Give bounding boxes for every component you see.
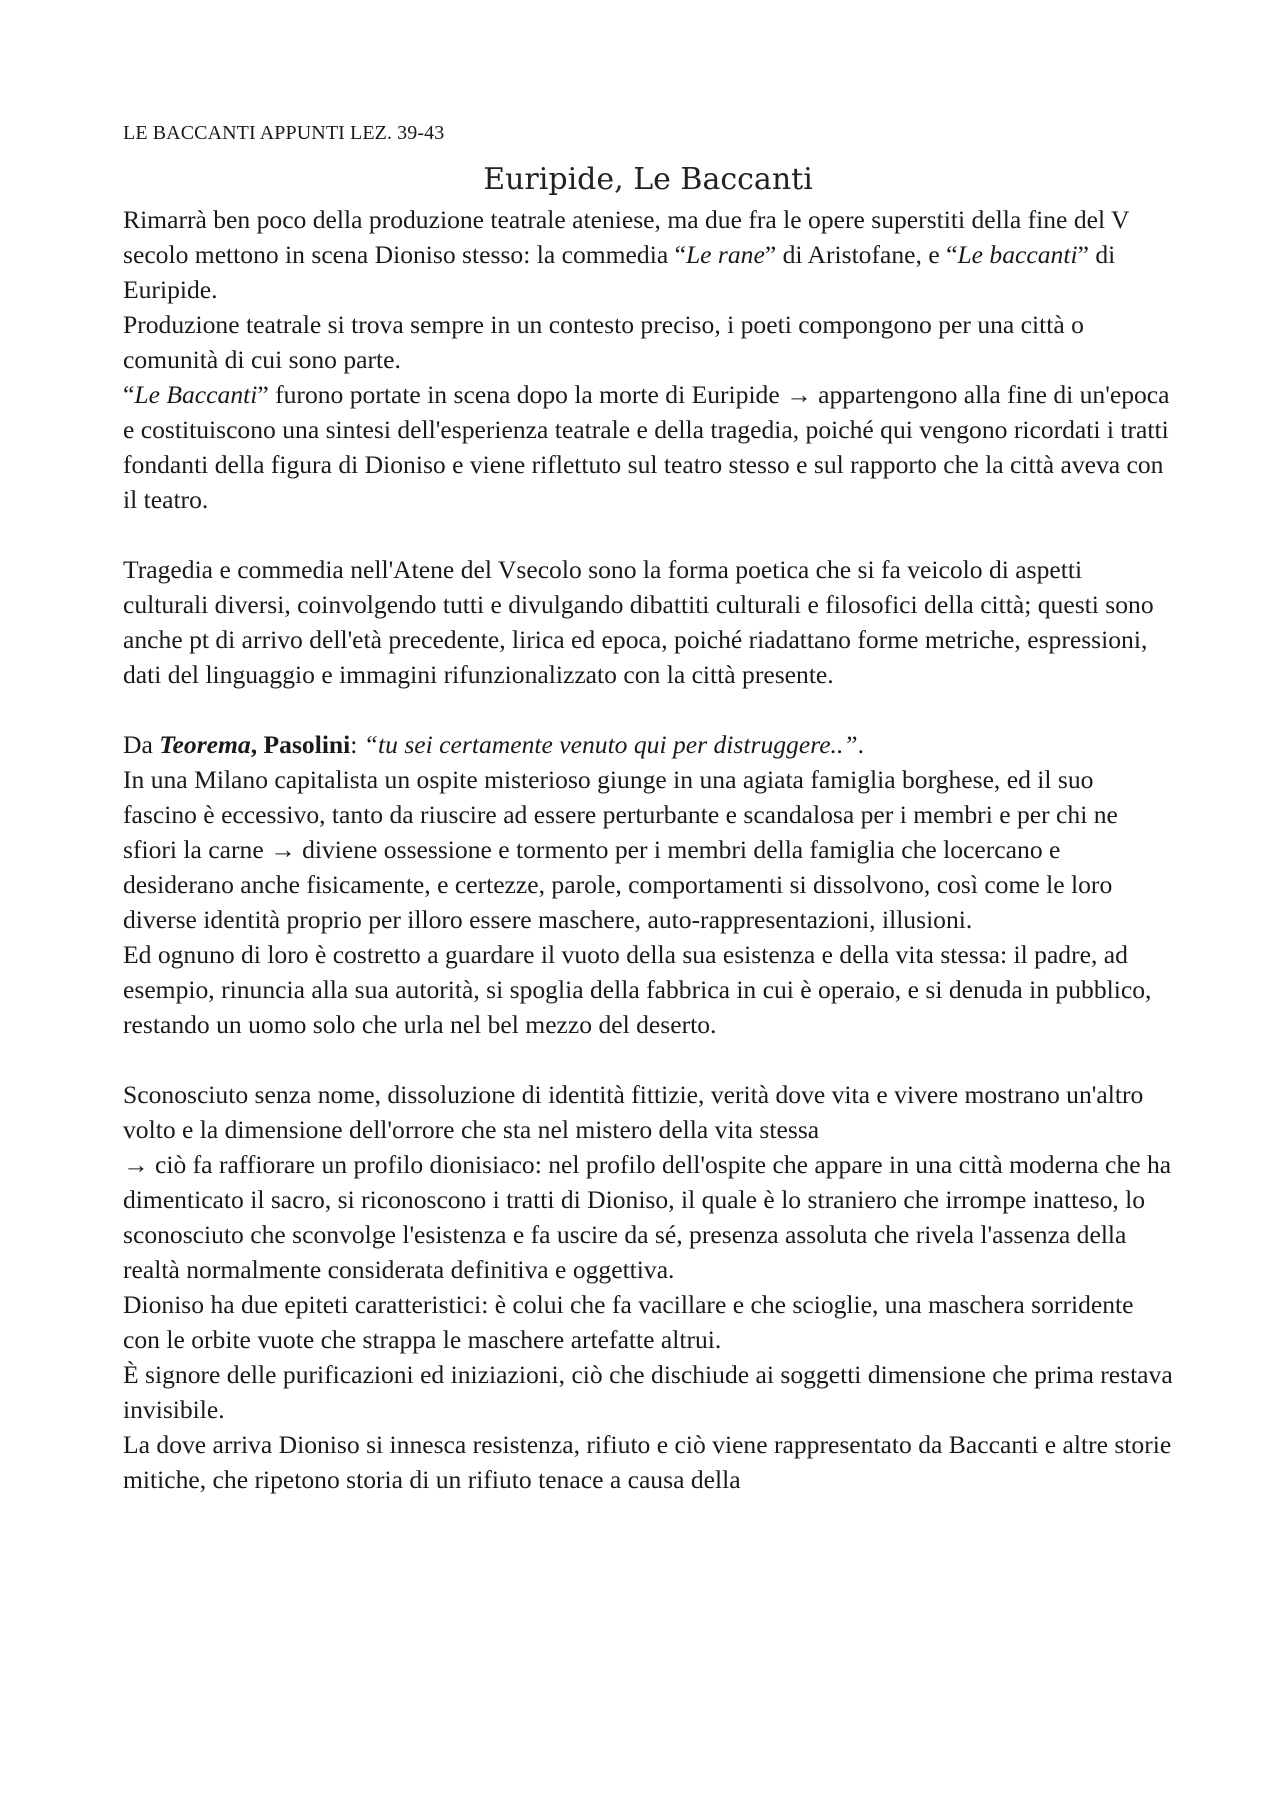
paragraph-tragedia-commedia: Tragedia e commedia nell'Atene del Vsecolo sono la forma poetica che si fa veicolo di aspetti culturali diversi, coinvolgendo tutti e divulgando dibattiti culturali e filosofici della città; questi sono anche pt di arrivo dell'età precedente, lirica ed epoca, poiché riadattano forme metriche, espressioni, dati del linguaggio e immagini rifunzionalizzato con la città presente.: [123, 555, 1154, 689]
paragraph-resistenza: La dove arriva Dioniso si innesca resistenza, rifiuto e ciò viene rappresentato da Baccanti e altre storie mitiche, che ripetono storia di un rifiuto tenace a causa della: [123, 1430, 1172, 1494]
text-run: ” di Aristofane, e “: [764, 240, 958, 269]
document-page: [123, 118, 1173, 1497]
paragraph-context: Produzione teatrale si trova sempre in un contesto preciso, i poeti compongono per una città o comunità di cui sono parte.: [123, 310, 1084, 374]
text-run: ” di Euripide.: [123, 240, 1116, 304]
quote: “tu sei certamente venuto qui per distruggere..”: [363, 730, 858, 759]
paragraph-epiteti: Dioniso ha due epiteti caratteristici: è colui che fa vacillare e che scioglie, una maschera sorridente con le orbite vuote che strappa le maschere artefatte altrui.: [123, 1290, 1134, 1354]
paragraph-teorema-heading: [123, 727, 1173, 762]
work-title-le-rane: Le rane: [685, 240, 765, 269]
work-title-le-baccanti: Le Baccanti: [134, 380, 258, 409]
paragraph-sconosciuto: Sconosciuto senza nome, dissoluzione di identità fittizie, verità dove vita e vivere mostrano un'altro volto e la dimensione dell'orrore che sta nel mistero della vita stessa: [123, 1080, 1144, 1144]
text-run: :: [350, 730, 364, 759]
document-header: LE BACCANTI APPUNTI LEZ. 39-43: [123, 122, 445, 144]
paragraph-intro: [123, 202, 1173, 307]
paragraph-profilo-dionisiaco: → ciò fa raffiorare un profilo dionisiaco: nel profilo dell'ospite che appare in una città moderna che ha dimenticato il sacro, si riconoscono i tratti di Dioniso, il quale è lo straniero che irrompe inatteso, lo sconosciuto che sconvolge l'esistenza e fa uscire da sé, presenza assoluta che rivela l'assenza della realtà normalmente considerata definitiva e oggettiva.: [123, 1150, 1172, 1284]
paragraph-purificazioni: È signore delle purificazioni ed iniziazioni, ciò che dischiude ai soggetti dimensione che prima restava invisibile.: [123, 1360, 1173, 1424]
work-title-teorema: Teorema: [159, 730, 251, 759]
paragraph-spacer: [123, 1042, 1173, 1077]
document-title: Euripide, Le Baccanti: [483, 162, 813, 197]
text-run: “: [123, 380, 135, 409]
text-run: ” furono portate in scena dopo la morte di Euripide → appartengono alla fine di un'epoca e costituiscono una sintesi dell'esperienza teatrale e della tragedia, poiché qui vengono ricordati i tratti fondanti della figura di Dioniso e viene riflettuto sul teatro stesso e sul rapporto che la città aveva con il teatro.: [123, 380, 1170, 514]
text-run: .: [857, 730, 864, 759]
paragraph-vuoto: Ed ognuno di loro è costretto a guardare il vuoto della sua esistenza e della vita stessa: il padre, ad esempio, rinuncia alla sua autorità, si spoglia della fabbrica in cui è operaio, e si denuda in pubblico, restando un uomo solo che urla nel bel mezzo del deserto.: [123, 940, 1152, 1039]
text-run: Da: [123, 730, 160, 759]
paragraph-milano: In una Milano capitalista un ospite misterioso giunge in una agiata famiglia borghese, ed il suo fascino è eccessivo, tanto da riuscire ad essere perturbante e scandalosa per i membri e per chi ne sfiori la carne → diviene ossessione e tormento per i membri della famiglia che locercano e desiderano anche fisicamente, e certezze, parole, comportamenti si dissolvono, così come le loro diverse identità proprio per illoro essere maschere, auto-rappresentazioni, illusioni.: [123, 765, 1118, 934]
text-run: Rimarrà ben poco della produzione teatrale ateniese, ma due fra le opere superstiti della fine del V secolo mettono in scena Dioniso stesso: la commedia “: [123, 205, 1130, 269]
paragraph-baccanti: [123, 377, 1173, 517]
paragraph-spacer: [123, 517, 1173, 552]
author-pasolini: , Pasolini: [250, 730, 351, 759]
paragraph-spacer: [123, 692, 1173, 727]
work-title-le-baccanti: Le baccanti: [957, 240, 1078, 269]
